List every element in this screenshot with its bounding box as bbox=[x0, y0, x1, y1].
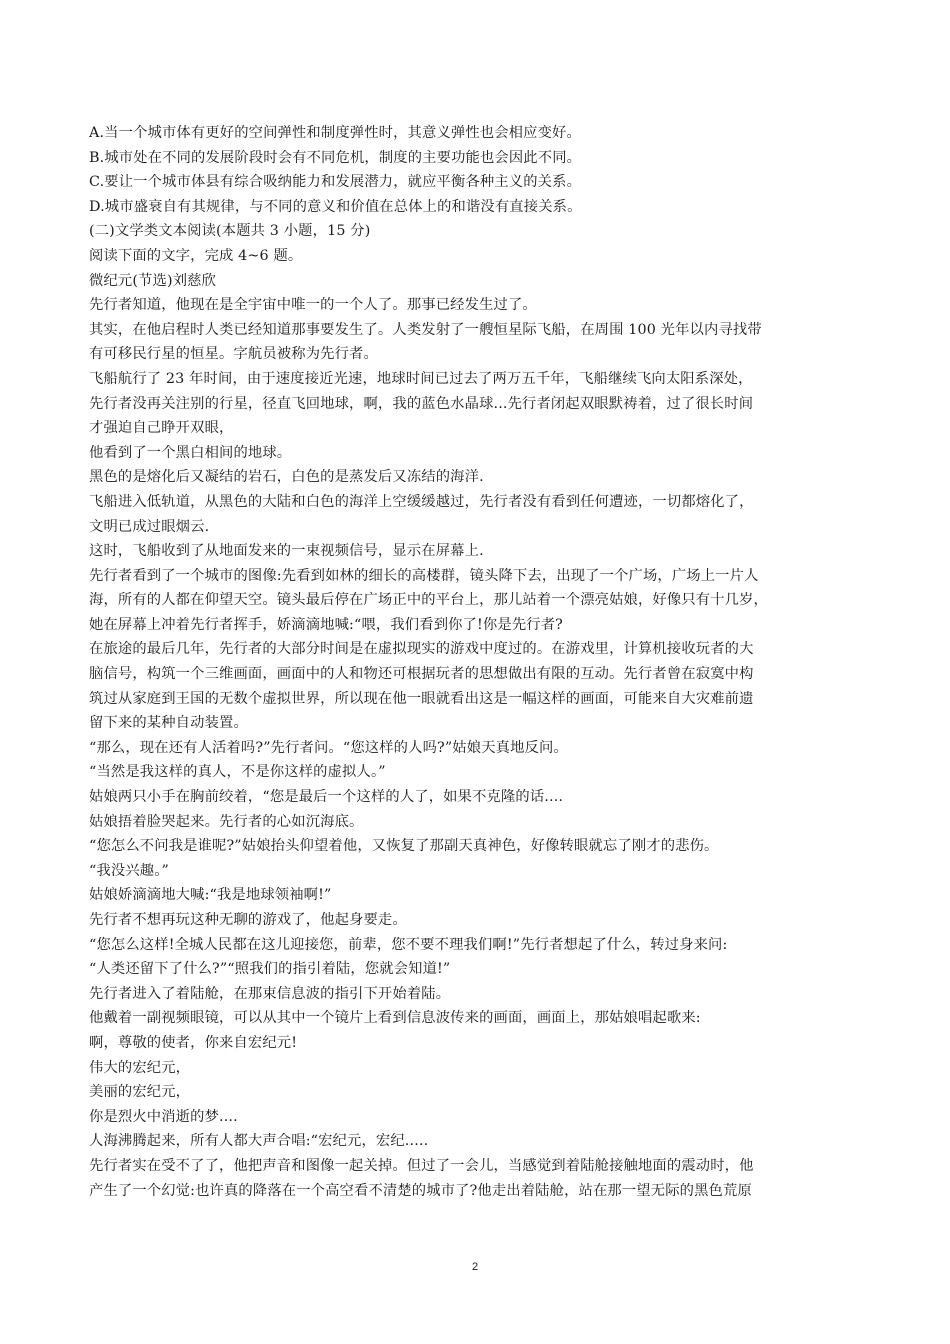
text-line: “那么，现在还有人活着吗?”先行者问。“您这样的人吗?”姑娘天真地反问。 bbox=[89, 739, 568, 756]
text-line: 先行者实在受不了了，他把声音和图像一起关掉。但过了一会儿，当感觉到着陆舱接触地面的震动时，他 bbox=[89, 1157, 754, 1174]
page-body-text bbox=[89, 121, 869, 1203]
text-line: 先行者不想再玩这种无聊的游戏了，他起身要走。 bbox=[89, 912, 407, 928]
text-line: 你是烈火中消逝的梦.... bbox=[89, 1108, 238, 1125]
text-line: 姑娘娇滴滴地大喊:“我是地球领袖啊!” bbox=[89, 887, 332, 904]
text-line: 先行者看到了一个城市的图像:先看到如林的细长的高楼群，镜头降下去，出现了一个广场，广场上一片人 bbox=[89, 567, 759, 584]
text-line: 先行者进入了着陆舱，在那束信息波的指引下开始着陆。 bbox=[89, 985, 451, 1002]
text-line: 才强迫自己睁开双眼， bbox=[89, 420, 234, 437]
text-line: 海，所有的人都在仰望天空。镜头最后停在广场正中的平台上，那儿站着一个漂亮姑娘，好像只有十几岁， bbox=[89, 592, 768, 609]
text-line: “人类还留下了什么?”“照我们的指引着陆，您就会知道!” bbox=[89, 961, 451, 978]
text-line: 产生了一个幻觉:也许真的降落在一个高空看不清楚的城市了?他走出着陆舱，站在那一望无际的黑色荒原 bbox=[89, 1182, 752, 1199]
text-line: 她在屏幕上冲着先行者挥手，娇滴滴地喊:“喂，我们看到你了!你是先行者? bbox=[89, 616, 563, 633]
text-line: 文明已成过眼烟云. bbox=[89, 518, 210, 535]
text-line: 微纪元(节选)刘慈欣 bbox=[89, 272, 217, 289]
text-line: 伟大的宏纪元， bbox=[89, 1059, 191, 1076]
text-line: 留下来的某种自动装置。 bbox=[89, 715, 248, 732]
text-line: “当然是我这样的真人，不是你这样的虚拟人。” bbox=[89, 764, 386, 781]
text-line: A.当一个城市体有更好的空间弹性和制度弹性时，其意义弹性也会相应变好。 bbox=[89, 125, 581, 141]
text-line: 这时，飞船收到了从地面发来的一束视频信号，显示在屏幕上. bbox=[89, 543, 484, 560]
text-line: “我没兴趣。” bbox=[89, 862, 170, 879]
page-number: 2 bbox=[471, 1261, 479, 1273]
text-line: 他看到了一个黑白相间的地球。 bbox=[89, 444, 292, 461]
text-line: 先行者知道，他现在是全宇宙中唯一的一个人了。那事已经发生过了。 bbox=[89, 297, 537, 314]
text-line: 黑色的是熔化后又凝结的岩石，白色的是蒸发后又冻结的海洋. bbox=[89, 469, 484, 486]
text-line: 美丽的宏纪元， bbox=[89, 1084, 191, 1101]
text-line: 他戴着一副视频眼镜，可以从其中一个镜片上看到信息波传来的画面，画面上，那姑娘唱起歌来: bbox=[89, 1010, 701, 1027]
text-line: “您怎么这样!全城人民都在这儿迎接您，前辈，您不要不理我们啊!”先行者想起了什么，转过身来问: bbox=[89, 936, 728, 953]
text-line: “您怎么不问我是谁呢?”姑娘抬头仰望着他，又恢复了那副天真神色，好像转眼就忘了刚才的悲伤。 bbox=[89, 838, 719, 855]
text-line: 阅读下面的文字，完成 4~6 题。 bbox=[89, 247, 303, 264]
text-line: 在旅途的最后几年，先行者的大部分时间是在虚拟现实的游戏中度过的。在游戏里，计算机接收玩者的大 bbox=[89, 641, 754, 658]
text-line: 其实，在他启程时人类已经知道那事要发生了。人类发射了一艘恒星际飞船，在周围 100 光年以内寻找带 bbox=[89, 321, 762, 338]
text-line: 姑娘捂着脸哭起来。先行者的心如沉海底。 bbox=[89, 813, 364, 830]
text-line: 飞船航行了 23 年时间，由于速度接近光速，地球时间已过去了两万五千年，飞船继续飞向太阳系深处， bbox=[89, 370, 753, 387]
text-line: 人海沸腾起来，所有人都大声合唱:“宏纪元，宏纪..... bbox=[89, 1133, 429, 1150]
text-line: 飞船进入低轨道，从黑色的大陆和白色的海洋上空缓缓越过，先行者没有看到任何遭迹，一切都熔化了， bbox=[89, 493, 754, 510]
text-line: 筑过从家庭到王国的无数个虚拟世界，所以现在他一眼就看出这是一幅这样的画面，可能来自大灾难前遗 bbox=[89, 690, 754, 707]
text-line: B.城市处在不同的发展阶段时会有不同危机，制度的主要功能也会因此不同。 bbox=[89, 149, 582, 166]
text-line: D.城市盛衰自有其规律，与不同的意义和价值在总体上的和谐没有直接关系。 bbox=[89, 198, 582, 215]
text-line: 有可移民行星的恒星。字航员被称为先行者。 bbox=[89, 346, 378, 363]
text-line: 先行者没再关注别的行星，径直飞回地球，啊，我的蓝色水晶球...先行者闭起双眼默祷着，过了很长时间 bbox=[89, 395, 754, 412]
text-line: 啊，尊敬的使者，你来自宏纪元! bbox=[89, 1034, 298, 1051]
text-line: 姑娘两只小手在胸前绞着，“您是最后一个这样的人了，如果不克隆的话.... bbox=[89, 789, 564, 806]
text-line: (二)文学类文本阅读(本题共 3 小题，15 分) bbox=[89, 223, 371, 240]
text-line: 脑信号，构筑一个三维画面，画面中的人和物还可根据玩者的思想做出有限的互动。先行者曾在寂寞中构 bbox=[89, 666, 754, 683]
text-line: C.要让一个城市体县有综合吸纳能力和发展潜力，就应平衡各种主义的关系。 bbox=[89, 174, 582, 191]
